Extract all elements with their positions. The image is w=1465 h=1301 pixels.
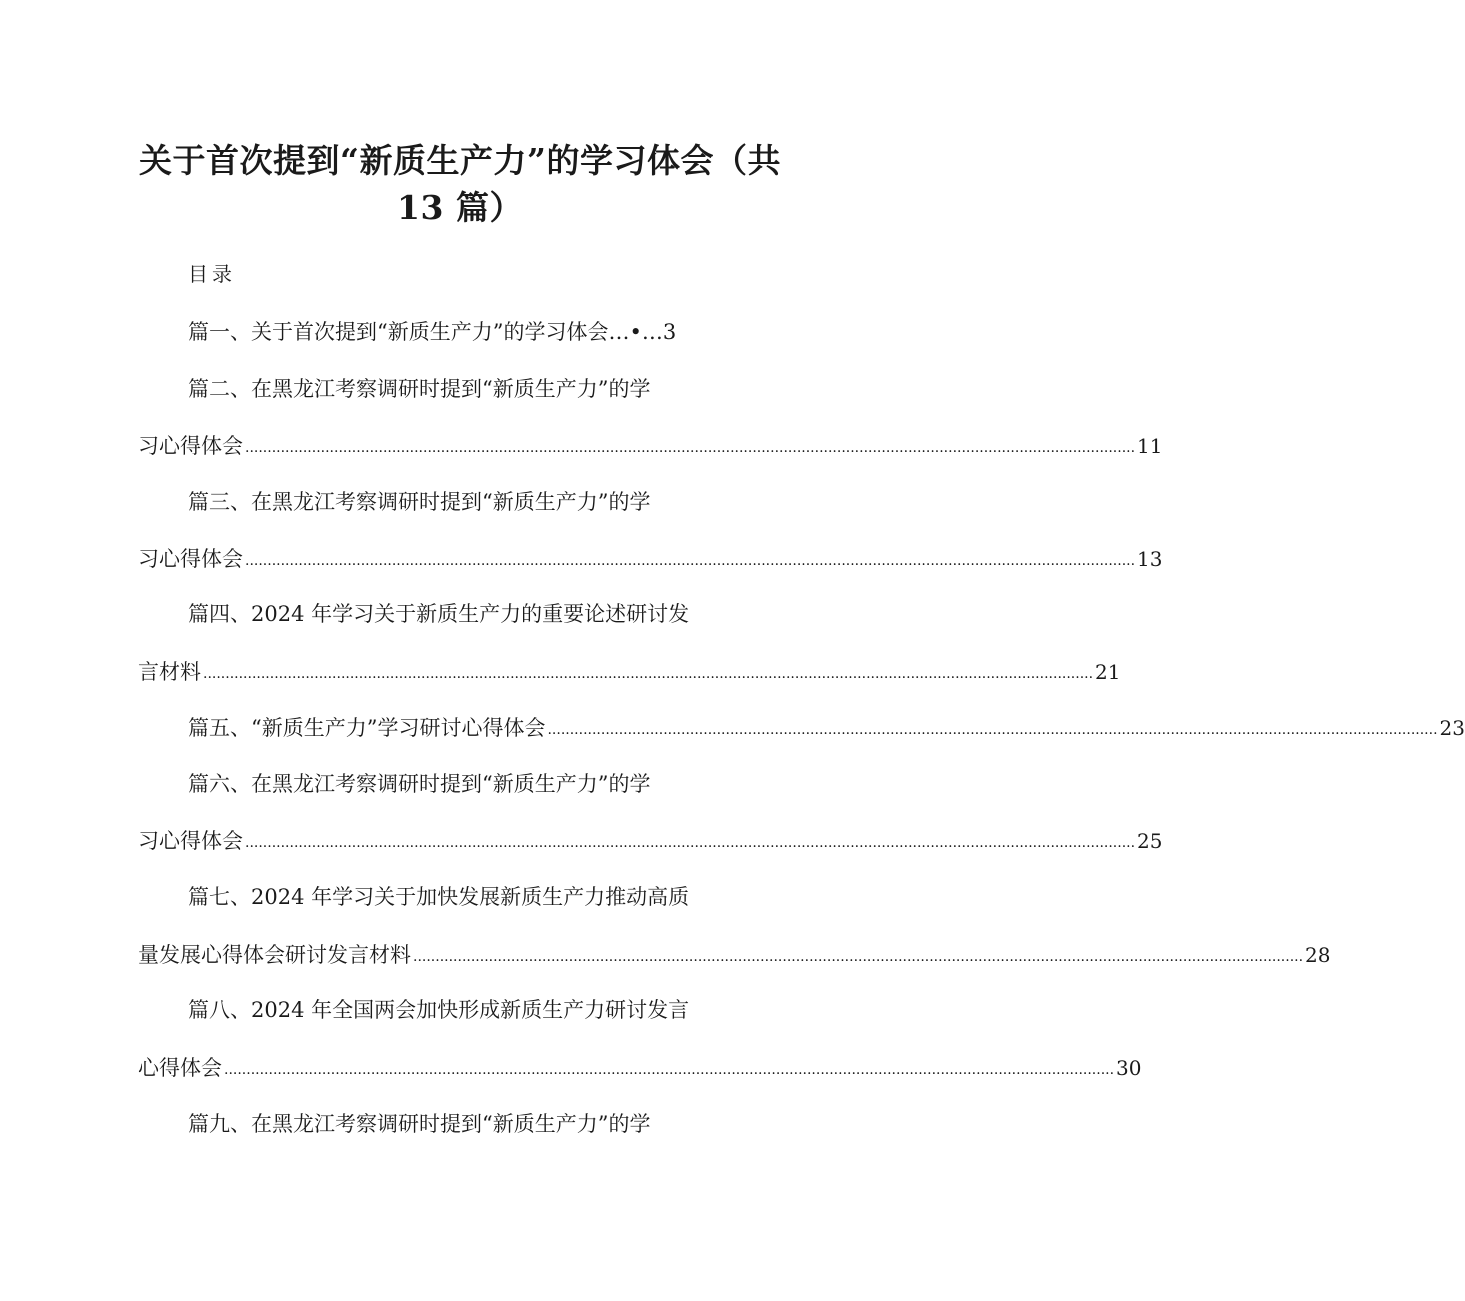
toc-entry-2-text: 篇二、在黑龙江考察调研时提到“新质生产力”的学: [188, 377, 651, 401]
toc-entry-8-page: 30: [1116, 1056, 1142, 1080]
toc-entry-4[interactable]: [188, 598, 689, 628]
toc-entry-7[interactable]: [188, 881, 689, 911]
toc-entry-3-text: 篇三、在黑龙江考察调研时提到“新质生产力”的学: [188, 490, 651, 514]
toc-entry-3[interactable]: [188, 486, 650, 516]
toc-entry-7-text: 篇七、2024 年学习关于加快发展新质生产力推动高质: [188, 885, 690, 909]
toc-entry-3-page: 13: [1137, 547, 1163, 571]
toc-entry-3-text-cont: 习心得体会: [138, 547, 243, 571]
leader-dots: ........................................................................................................................................................................................................: [245, 440, 1136, 456]
toc-entry-6-page: 25: [1137, 829, 1163, 853]
toc-entry-8-text-cont: 心得体会: [138, 1056, 222, 1080]
toc-entry-1-text: 篇一、关于首次提到“新质生产力”的学习体会…•…3: [188, 320, 677, 344]
toc-entry-2-text-cont: 习心得体会: [138, 434, 243, 458]
title-line-2: 13 篇）: [397, 188, 523, 227]
toc-entry-7-cont[interactable]: [138, 939, 1331, 969]
leader-dots: ........................................................................................................................................................................................................: [245, 835, 1136, 851]
toc-entry-4-text: 篇四、2024 年学习关于新质生产力的重要论述研讨发: [188, 602, 690, 626]
toc-entry-4-text-cont: 言材料: [138, 660, 201, 684]
toc-entry-5-text: 篇五、“新质生产力”学习研讨心得体会: [188, 716, 546, 740]
leader-dots: ........................................................................................................................................................................................................: [547, 722, 1438, 738]
toc-entry-7-text-cont: 量发展心得体会研讨发言材料: [138, 943, 411, 967]
toc-entry-6-cont[interactable]: [138, 825, 1163, 855]
title-line-1: 关于首次提到“新质生产力”的学习体会（共: [139, 141, 781, 180]
toc-entry-6-text: 篇六、在黑龙江考察调研时提到“新质生产力”的学: [188, 772, 651, 796]
toc-label: 目录: [188, 262, 236, 286]
toc-entry-8-text: 篇八、2024 年全国两会加快形成新质生产力研讨发言: [188, 998, 690, 1022]
toc-entry-2[interactable]: [188, 373, 650, 403]
toc-entry-5-page: 23: [1439, 716, 1465, 740]
toc-entry-4-page: 21: [1095, 660, 1121, 684]
toc-entry-9-text: 篇九、在黑龙江考察调研时提到“新质生产力”的学: [188, 1112, 651, 1136]
toc-entry-2-page: 11: [1137, 434, 1163, 458]
toc-entry-7-page: 28: [1305, 943, 1331, 967]
toc-entry-9[interactable]: [188, 1108, 650, 1138]
toc-entry-8-cont[interactable]: [138, 1052, 1142, 1082]
toc-entry-5[interactable]: [188, 712, 1465, 742]
toc-entry-3-cont[interactable]: [138, 543, 1163, 573]
leader-dots: ........................................................................................................................................................................................................: [245, 553, 1136, 569]
toc-entry-4-cont[interactable]: [138, 656, 1121, 686]
toc-entry-1[interactable]: [188, 316, 748, 346]
leader-dots: ........................................................................................................................................................................................................: [203, 666, 1094, 682]
leader-dots: ........................................................................................................................................................................................................: [224, 1062, 1115, 1078]
toc-entry-2-cont[interactable]: [138, 430, 1163, 460]
toc-entry-6[interactable]: [188, 768, 650, 798]
leader-dots: ........................................................................................................................................................................................................: [413, 949, 1304, 965]
toc-entry-6-text-cont: 习心得体会: [138, 829, 243, 853]
toc-entry-8[interactable]: [188, 994, 689, 1024]
